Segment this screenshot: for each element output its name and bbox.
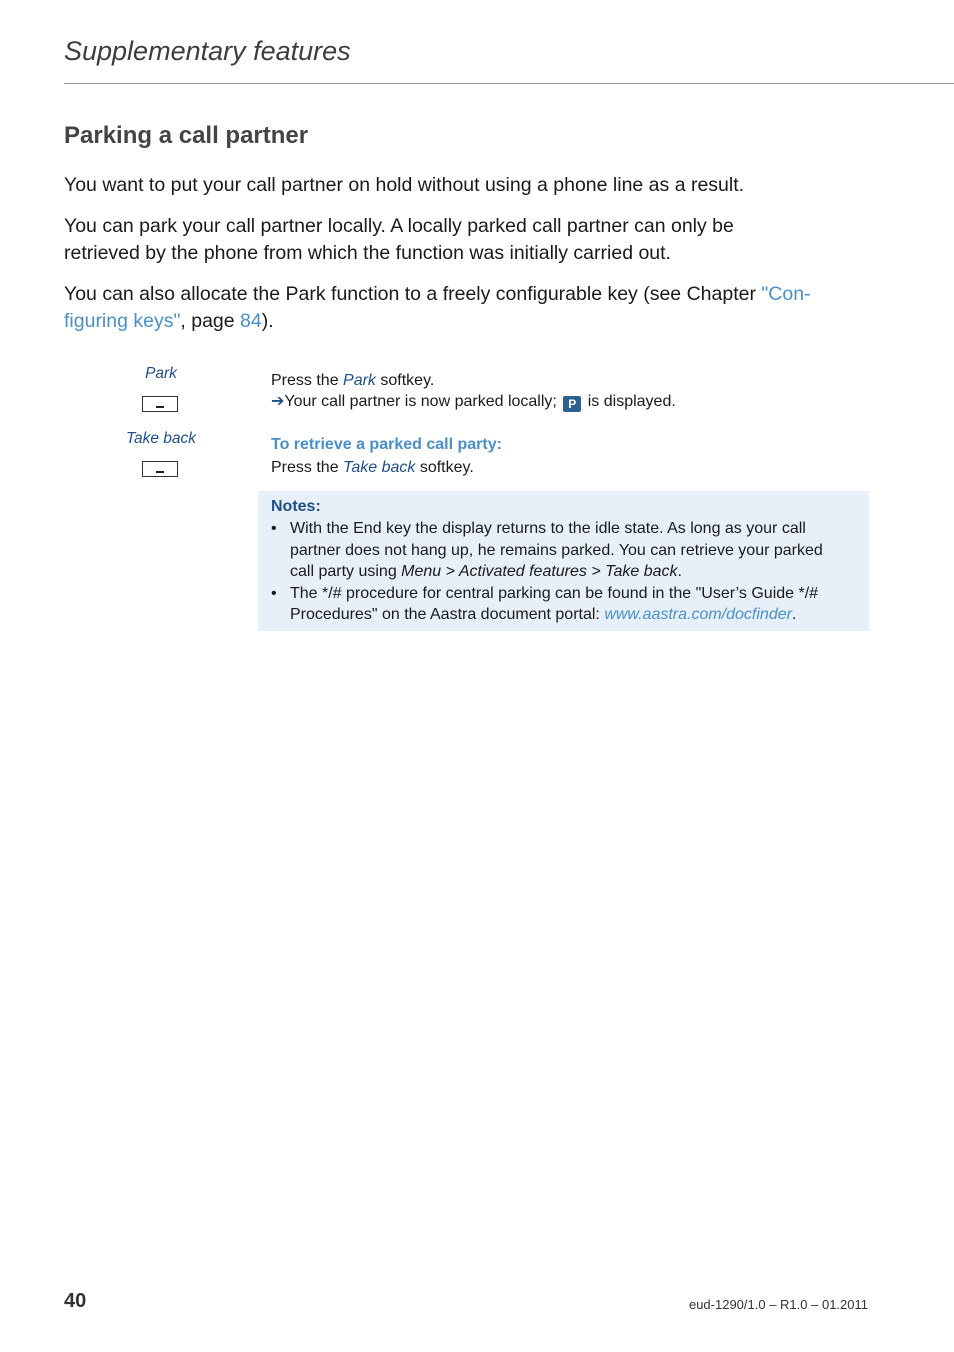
menu-path: Menu > Activated features > Take back — [401, 563, 678, 580]
result-displayed-text: is displayed. — [583, 393, 676, 410]
page-link[interactable]: 84 — [240, 310, 262, 332]
chapter-title: Supplementary features — [64, 36, 351, 66]
softkey-label-park: Park — [145, 365, 177, 382]
result-arrow-icon: ➔ — [271, 393, 285, 410]
configure-key-line-2 — [64, 308, 884, 335]
park-result — [271, 391, 676, 413]
note-item — [271, 518, 855, 583]
retrieve-subheading: To retrieve a parked call party: — [271, 436, 502, 453]
notes-box — [258, 491, 869, 631]
chapter-link-part-2[interactable]: figuring keys" — [64, 310, 181, 332]
configure-key-line-1 — [64, 281, 884, 308]
note-2-end: . — [791, 606, 797, 623]
docfinder-link[interactable]: www.aastra.com/docfinder — [604, 606, 792, 623]
result-text: Your call partner is now parked locally; — [284, 393, 562, 410]
configure-key-text: You can also allocate the Park function to a freely configurable key (see Chapter — [64, 283, 762, 305]
park-softkey-icon — [142, 396, 178, 412]
paragraph-end: ). — [261, 310, 274, 332]
local-park-paragraph — [64, 213, 884, 267]
note-1-line-3 — [290, 561, 855, 583]
document-id: eud-1290/1.0 – R1.0 – 01.2011 — [688, 1297, 868, 1312]
intro-paragraph — [64, 172, 884, 199]
take-back-key-name: Take back — [343, 459, 416, 476]
park-instruction — [271, 370, 434, 392]
intro-text: You want to put your call partner on hold without using a phone line as a result. — [64, 174, 745, 196]
header-divider — [64, 83, 954, 84]
section-heading: Parking a call partner — [64, 122, 309, 149]
note-2-text: Procedures" on the Aastra document portal: — [290, 606, 605, 623]
local-park-line-2: retrieved by the phone from which the function was initially carried out. — [64, 242, 671, 264]
note-item — [271, 583, 855, 626]
take-back-softkey-icon — [142, 461, 178, 477]
note-1-text: call party using — [290, 563, 402, 580]
softkey-label-take-back: Take back — [125, 430, 197, 447]
note-1-line-2: partner does not hang up, he remains parked. You can retrieve your parked — [290, 541, 823, 559]
note-1-end: . — [677, 563, 682, 580]
page-text: , page — [180, 310, 241, 332]
press-text: Press the — [271, 372, 344, 389]
note-1-line-1: With the End key the display returns to the idle state. As long as your call — [290, 520, 806, 537]
note-2-line-2 — [290, 604, 855, 626]
park-key-name: Park — [343, 372, 376, 389]
chapter-link-part-1[interactable]: "Con- — [761, 283, 811, 305]
press-text: Press the — [271, 459, 344, 476]
page-number: 40 — [64, 1290, 87, 1312]
softkey-text: softkey. — [415, 459, 474, 476]
take-back-instruction — [271, 457, 474, 479]
configure-key-paragraph — [64, 281, 884, 335]
local-park-line-1: You can park your call partner locally. A locally parked call partner can only be — [64, 215, 734, 237]
notes-title: Notes: — [271, 498, 321, 515]
note-2-line-1: The */# procedure for central parking can be found in the "User’s Guide */# — [290, 584, 819, 602]
bullet-icon: • — [271, 584, 277, 602]
parked-p-icon: P — [563, 396, 581, 412]
bullet-icon: • — [271, 520, 277, 537]
softkey-text: softkey. — [375, 372, 435, 389]
